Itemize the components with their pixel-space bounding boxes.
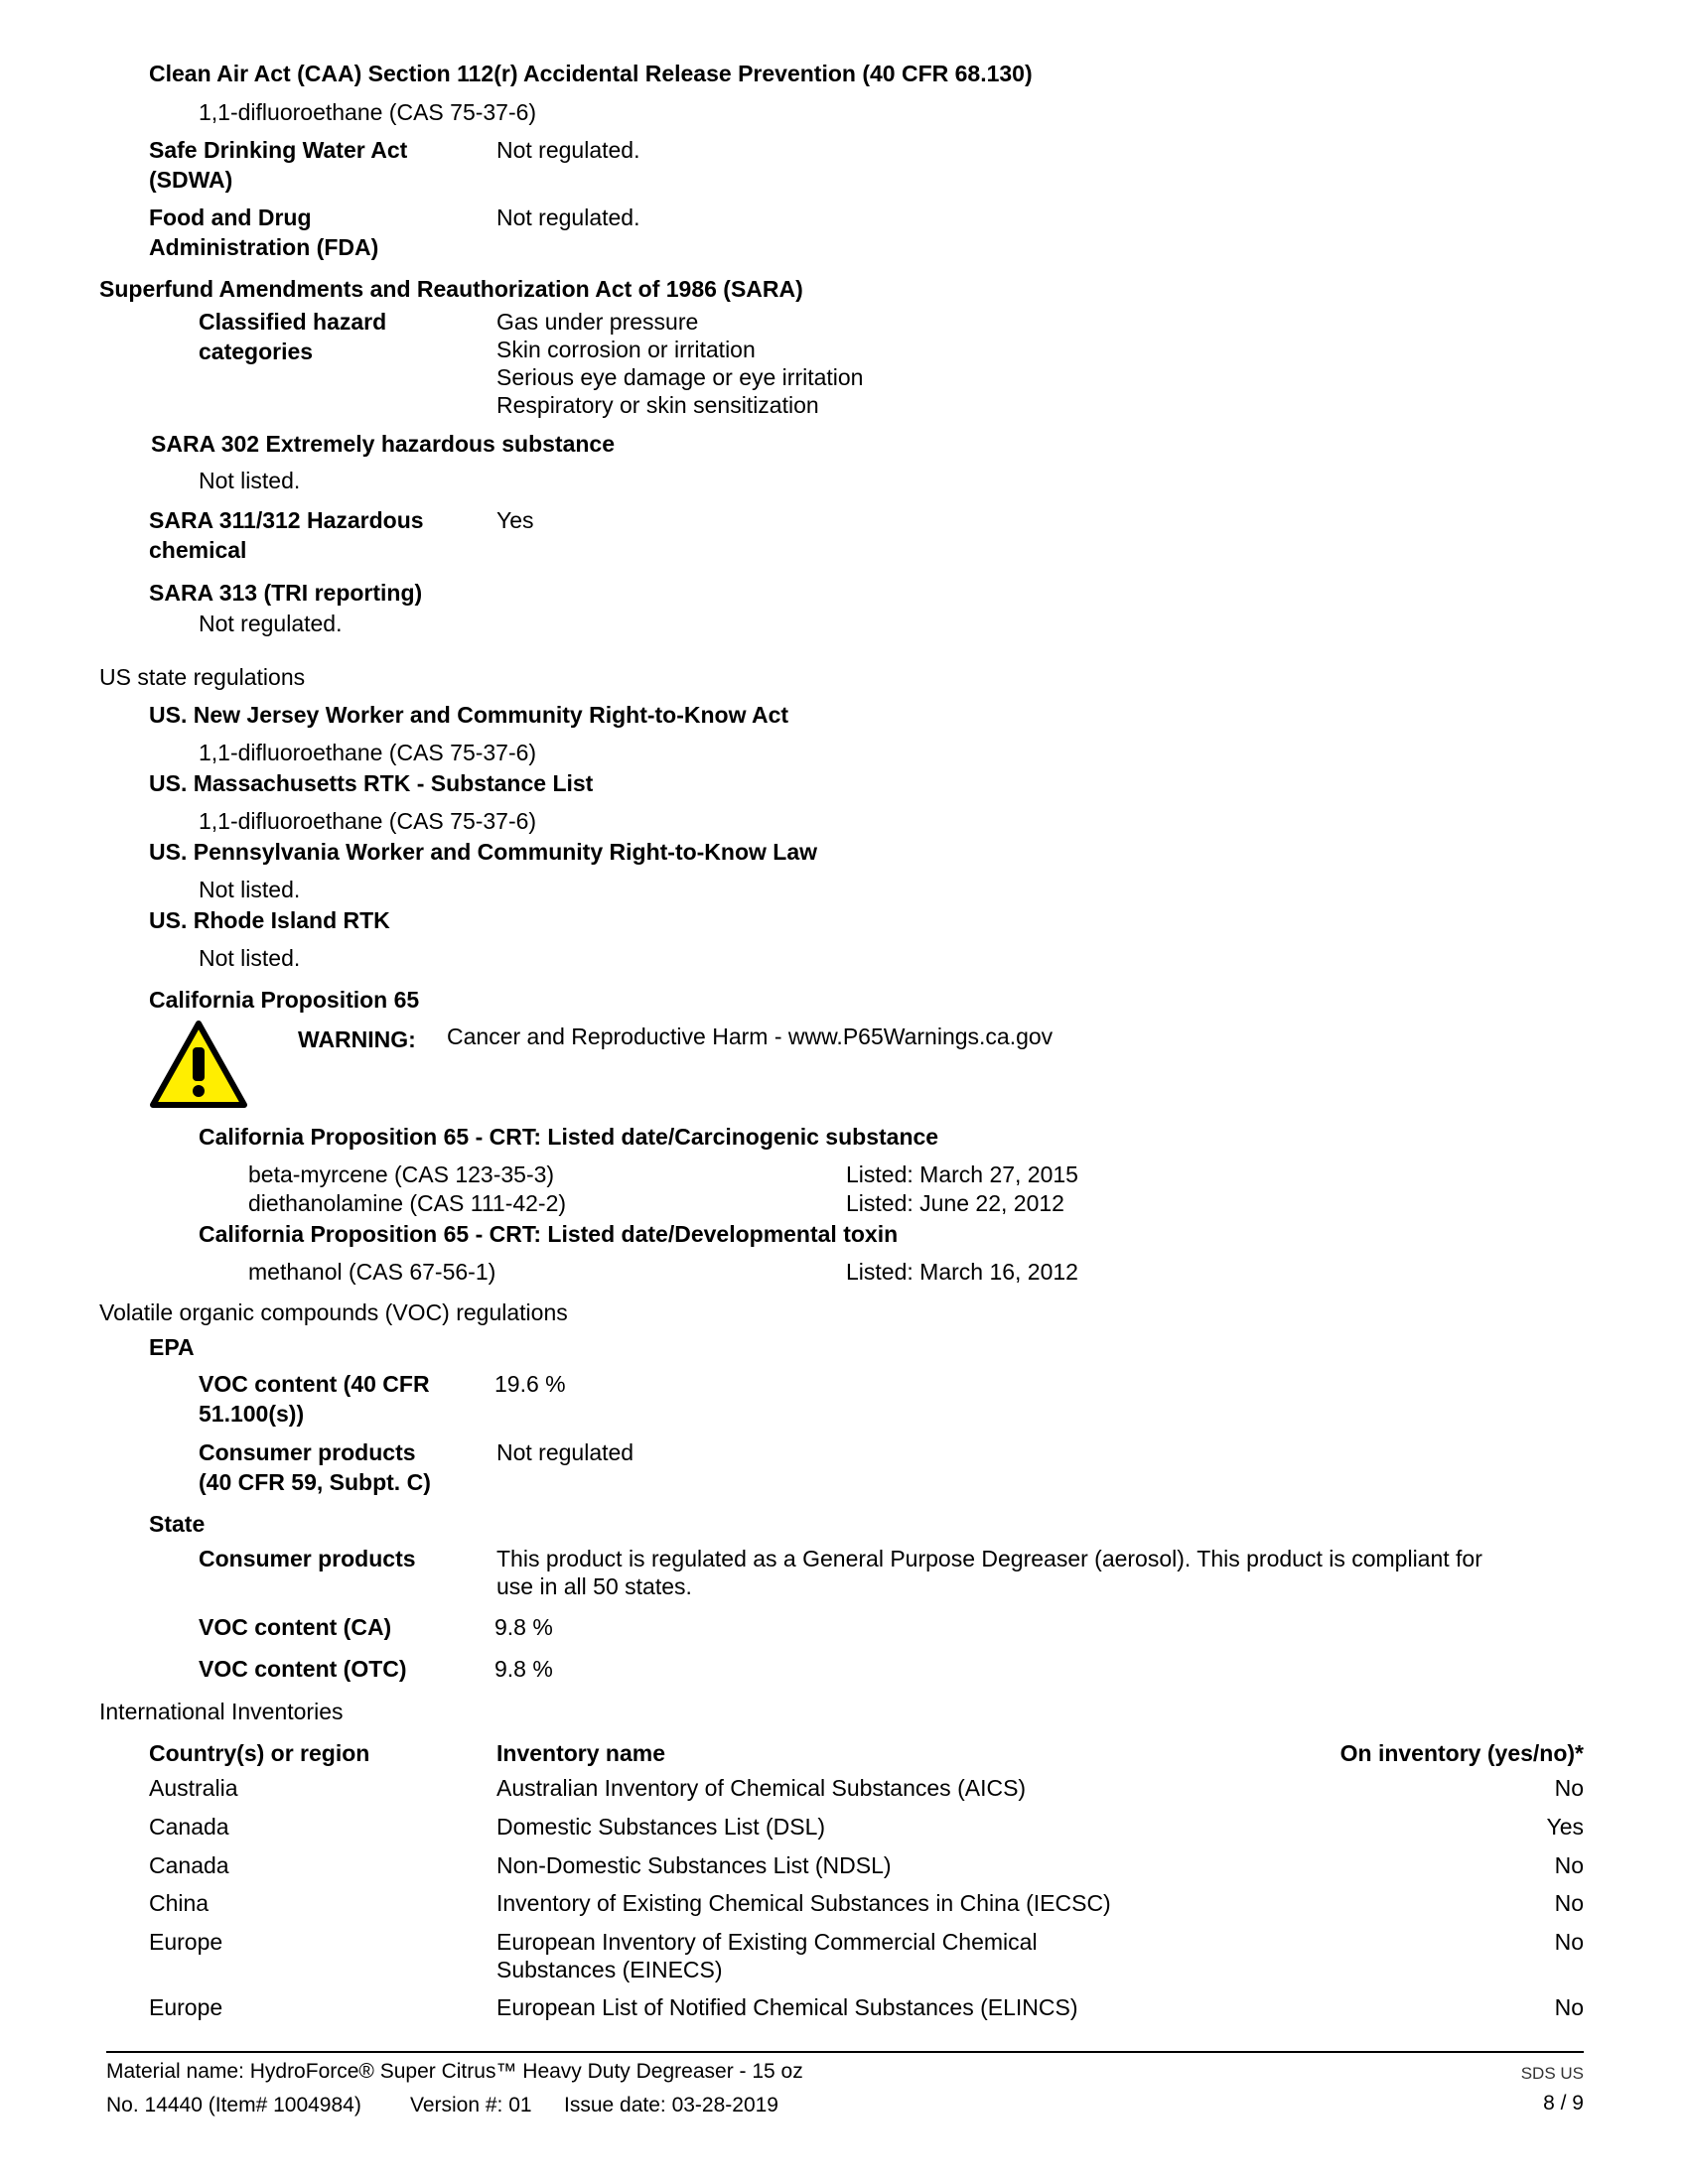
prop65-listed-date: Listed: June 22, 2012	[846, 1190, 1064, 1216]
voc-ca-label: VOC content (CA)	[199, 1614, 392, 1640]
footer-issue-date: Issue date: 03-28-2019	[564, 2094, 778, 2116]
inventory-country: Europe	[149, 1929, 223, 1955]
voc-consumer-label: Consumer products	[199, 1439, 416, 1465]
sara-302-value: Not listed.	[199, 468, 301, 493]
inventory-country: China	[149, 1890, 210, 1916]
prop65-substance: beta-myrcene (CAS 123-35-3)	[248, 1161, 555, 1187]
footer-sds: SDS US	[1520, 2064, 1584, 2083]
sdwa-label-2: (SDWA)	[149, 167, 233, 193]
voc-consumer-label-2: (40 CFR 59, Subpt. C)	[199, 1469, 431, 1495]
fda-value: Not regulated.	[496, 205, 640, 230]
voc-epa-content-label-2: 51.100(s))	[199, 1401, 305, 1427]
inventory-on: No	[1554, 1890, 1584, 1916]
voc-state-consumer-value: This product is regulated as a General Purpose Degreaser (aerosol). This product is compliant for	[496, 1546, 1482, 1571]
sara-category: Respiratory or skin sensitization	[496, 392, 819, 418]
inventory-name: Inventory of Existing Chemical Substances in China (IECSC)	[496, 1890, 1111, 1916]
sara-313-title: SARA 313 (TRI reporting)	[149, 580, 423, 606]
nj-value: 1,1-difluoroethane (CAS 75-37-6)	[199, 740, 537, 765]
voc-state-consumer-label: Consumer products	[199, 1546, 416, 1571]
inventory-on: No	[1554, 1775, 1584, 1801]
nj-title: US. New Jersey Worker and Community Right-to-Know Act	[149, 702, 789, 728]
voc-epa-content-label: VOC content (40 CFR	[199, 1371, 430, 1397]
voc-ca-value: 9.8 %	[494, 1614, 553, 1640]
voc-state-consumer-value-2: use in all 50 states.	[496, 1573, 692, 1599]
sara-title: Superfund Amendments and Reauthorization Act of 1986 (SARA)	[99, 276, 803, 302]
inventory-on: Yes	[1546, 1814, 1584, 1840]
inventory-name: European List of Notified Chemical Substances (ELINCS)	[496, 1994, 1078, 2020]
sara-category: Serious eye damage or eye irritation	[496, 364, 864, 390]
prop65-substance: methanol (CAS 67-56-1)	[248, 1259, 496, 1285]
inventories-header-name: Inventory name	[496, 1740, 665, 1766]
ma-value: 1,1-difluoroethane (CAS 75-37-6)	[199, 808, 537, 834]
sara-311-label-2: chemical	[149, 537, 247, 563]
inventories-header-on: On inventory (yes/no)*	[1339, 1740, 1584, 1766]
inventory-country: Canada	[149, 1852, 229, 1878]
inventory-country: Australia	[149, 1775, 238, 1801]
sara-313-value: Not regulated.	[199, 611, 343, 636]
inventory-country: Europe	[149, 1994, 223, 2020]
prop65-title: California Proposition 65	[149, 987, 420, 1013]
footer-number: No. 14440 (Item# 1004984)	[106, 2094, 361, 2116]
caa-item: 1,1-difluoroethane (CAS 75-37-6)	[199, 99, 537, 125]
voc-title: Volatile organic compounds (VOC) regulations	[99, 1299, 568, 1325]
state-title: US state regulations	[99, 664, 306, 690]
footer-divider	[106, 2051, 1584, 2053]
prop65-listed-date: Listed: March 16, 2012	[846, 1259, 1078, 1285]
prop65-warning-text: Cancer and Reproductive Harm - www.P65Warnings.ca.gov	[447, 1024, 1054, 1049]
inventory-country: Canada	[149, 1814, 229, 1840]
pa-value: Not listed.	[199, 877, 301, 902]
sara-classified-label: Classified hazard	[199, 309, 387, 335]
voc-otc-label: VOC content (OTC)	[199, 1656, 407, 1682]
inventory-name: European Inventory of Existing Commercial Chemical	[496, 1929, 1038, 1955]
ri-title: US. Rhode Island RTK	[149, 907, 390, 933]
prop65-warning-label: WARNING:	[298, 1026, 416, 1052]
inventory-name: Non-Domestic Substances List (NDSL)	[496, 1852, 892, 1878]
ri-value: Not listed.	[199, 945, 301, 971]
prop65-listed-date: Listed: March 27, 2015	[846, 1161, 1078, 1187]
fda-label: Food and Drug	[149, 205, 312, 230]
footer-material: Material name: HydroForce® Super Citrus™ Heavy Duty Degreaser - 15 oz	[106, 2060, 803, 2083]
sara-classified-label-2: categories	[199, 339, 314, 364]
sdwa-value: Not regulated.	[496, 137, 640, 163]
inventory-name-2: Substances (EINECS)	[496, 1957, 723, 1982]
prop65-substance: diethanolamine (CAS 111-42-2)	[248, 1190, 567, 1216]
voc-consumer-value: Not regulated	[496, 1439, 634, 1465]
prop65-carc-title: California Proposition 65 - CRT: Listed date/Carcinogenic substance	[199, 1124, 939, 1150]
footer-version: Version #: 01	[410, 2094, 532, 2116]
pa-title: US. Pennsylvania Worker and Community Right-to-Know Law	[149, 839, 818, 865]
inventory-name: Domestic Substances List (DSL)	[496, 1814, 826, 1840]
ma-title: US. Massachusetts RTK - Substance List	[149, 770, 594, 796]
sdwa-label: Safe Drinking Water Act	[149, 137, 408, 163]
sara-311-label: SARA 311/312 Hazardous	[149, 507, 424, 533]
inventory-on: No	[1554, 1929, 1584, 1955]
inventories-title: International Inventories	[99, 1699, 344, 1724]
sara-302-title: SARA 302 Extremely hazardous substance	[151, 431, 615, 457]
sara-category: Skin corrosion or irritation	[496, 337, 756, 362]
inventory-on: No	[1554, 1994, 1584, 2020]
inventory-name: Australian Inventory of Chemical Substances (AICS)	[496, 1775, 1027, 1801]
voc-epa-heading: EPA	[149, 1334, 195, 1360]
caa-title: Clean Air Act (CAA) Section 112(r) Accidental Release Prevention (40 CFR 68.130)	[149, 61, 1033, 86]
sara-category: Gas under pressure	[496, 309, 699, 335]
inventory-on: No	[1554, 1852, 1584, 1878]
voc-otc-value: 9.8 %	[494, 1656, 553, 1682]
voc-state-heading: State	[149, 1511, 206, 1537]
prop65-dev-title: California Proposition 65 - CRT: Listed date/Developmental toxin	[199, 1221, 899, 1247]
fda-label-2: Administration (FDA)	[149, 234, 379, 260]
inventories-header-country: Country(s) or region	[149, 1740, 370, 1766]
sara-311-value: Yes	[496, 507, 534, 533]
warning-triangle-icon	[149, 1020, 248, 1109]
footer-page: 8 / 9	[1543, 2092, 1584, 2115]
voc-epa-content-value: 19.6 %	[494, 1371, 566, 1397]
